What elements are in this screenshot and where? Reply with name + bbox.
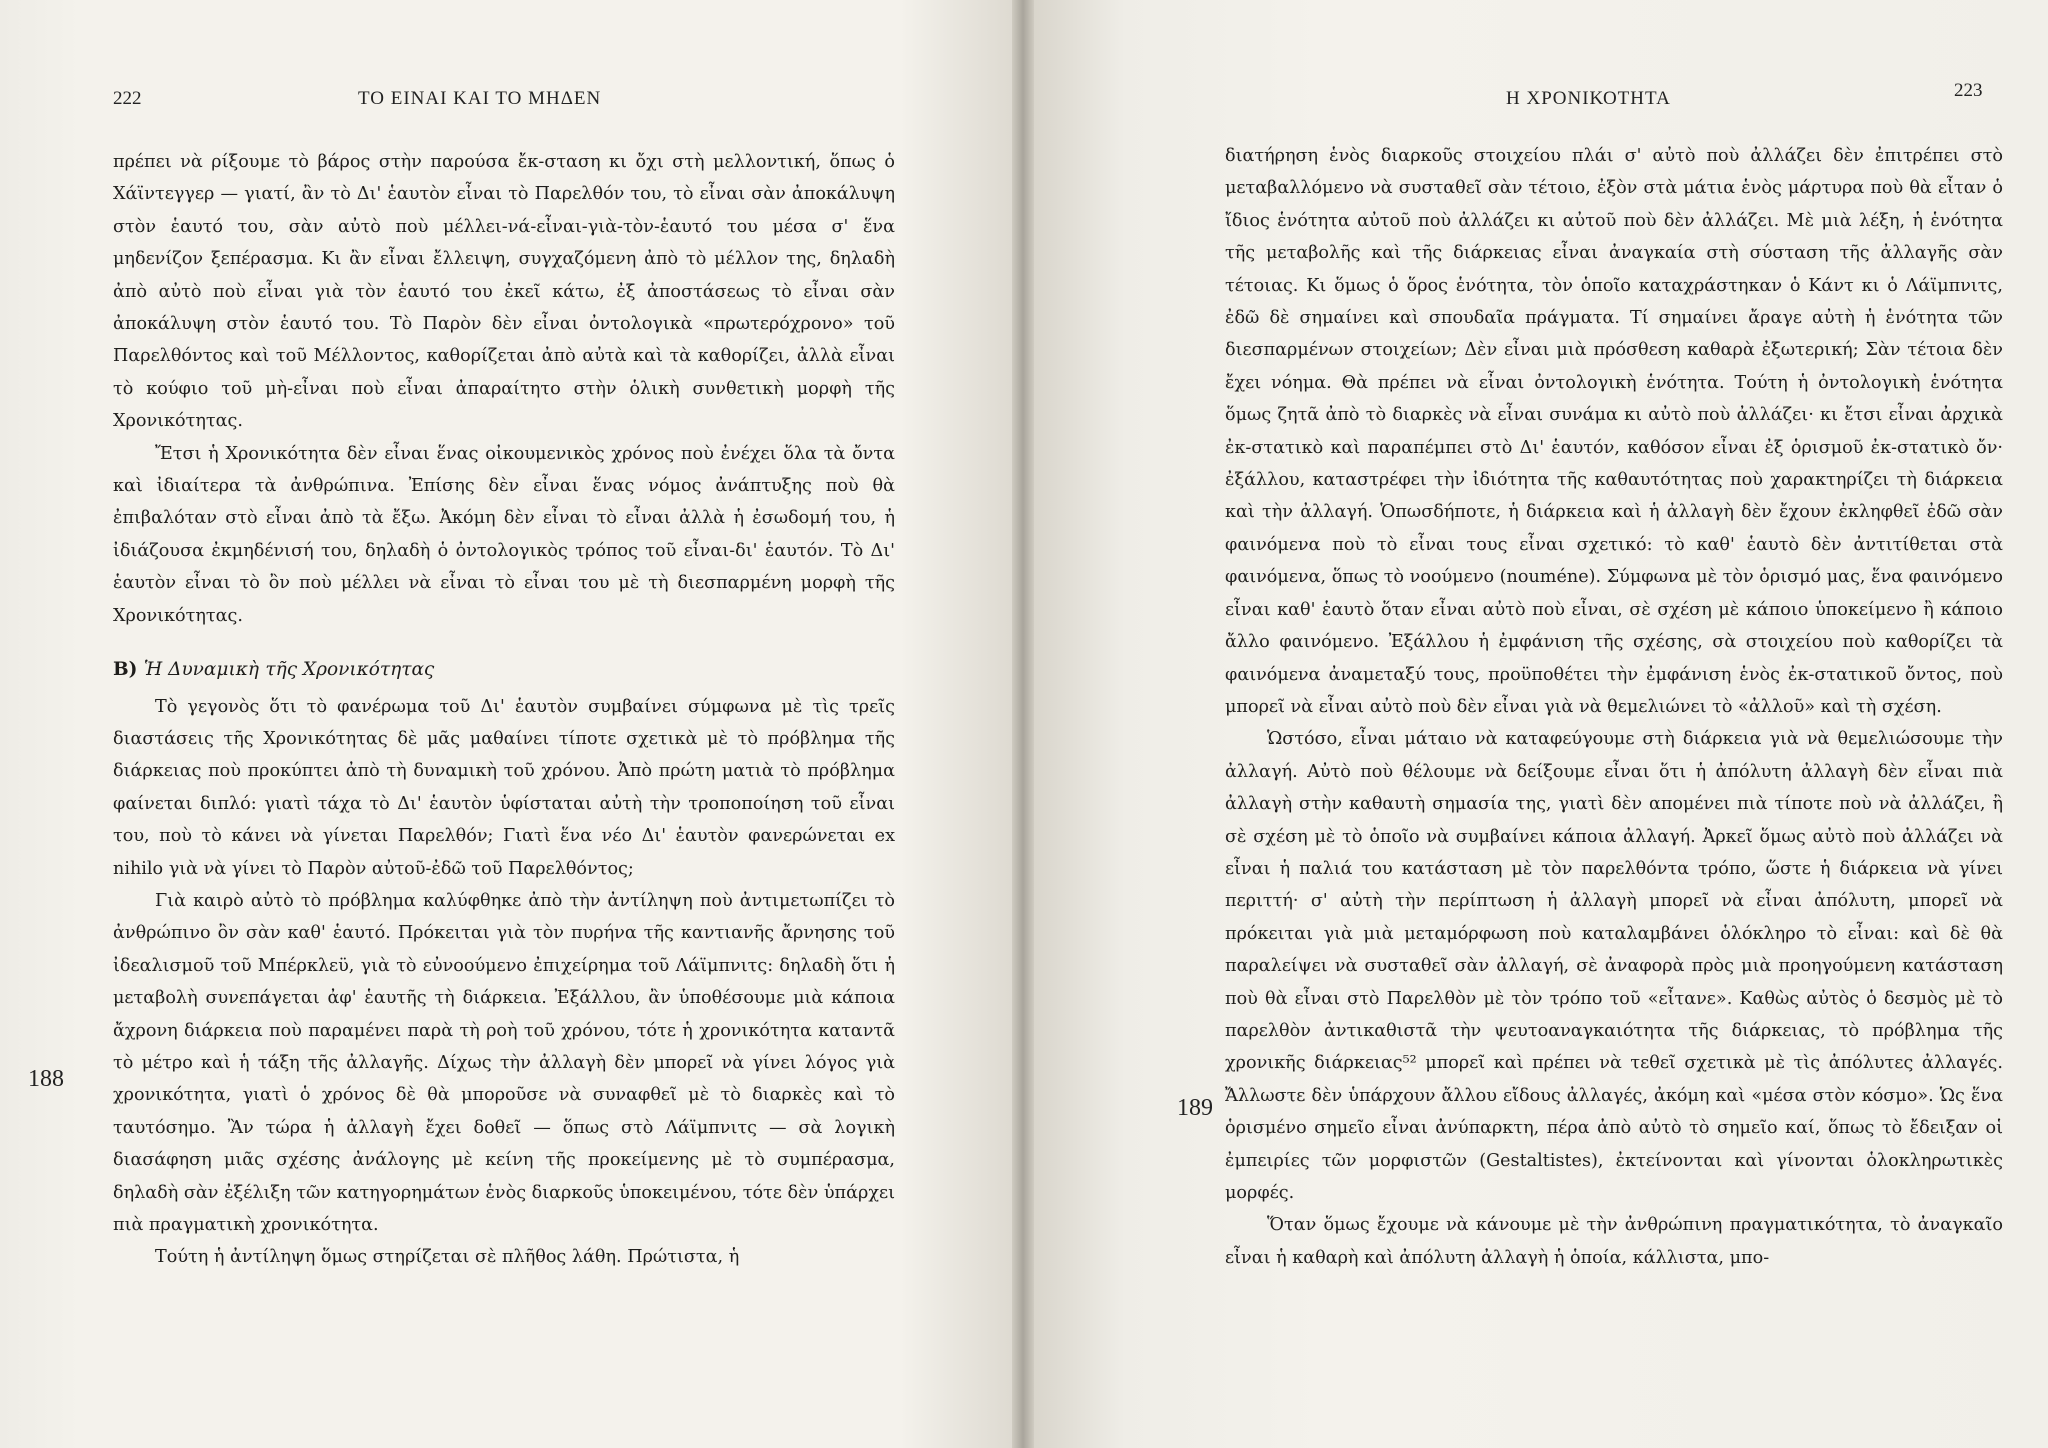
page-number-right: 223 — [1954, 80, 1983, 101]
section-heading-title: Ἡ Δυναμικὴ — [143, 659, 259, 681]
right-page-body — [1225, 140, 2003, 1274]
running-head-left: ΤΟ ΕΙΝΑΙ ΚΑΙ ΤΟ ΜΗΔΕΝ — [358, 88, 602, 109]
left-page-body — [113, 146, 895, 1274]
paragraph: Γιὰ καιρὸ αὐτὸ τὸ πρόβλημα καλύφθηκε ἀπὸ τὴν ἀντίληψη ποὺ ἀντιμετωπίζει τὸ ἀνθρώπινο ὂν σὰν καθ' ἑαυτό. Πρόκειται γιὰ τὸν πυρήνα τῆς καντιανῆς ἄρνησης τοῦ ἰδεαλισμοῦ τοῦ Μπέρκλεϋ, γιὰ τὸ εὐνοούμενο ἐπιχείρημα τοῦ Λάϊμπνιτς: δηλαδὴ ὅτι ἡ μεταβολὴ συνεπάγεται ἀφ' ἑαυτῆς τὴ διάρκεια. Ἐξάλλου, ἂν ὑποθέσουμε μιὰ κάποια ἄχρονη διάρκεια ποὺ παραμένει παρὰ τὴ ροὴ τοῦ χρόνου, τότε ἡ χρονικότητα καταντᾶ τὸ μέτρο καὶ ἡ τάξη τῆς ἀλλαγῆς. Δίχως τὴν ἀλλαγὴ δὲν μπορεῖ νὰ γίνει λόγος γιὰ χρονικότητα, γιατὶ ὁ χρόνος δὲ θὰ μποροῦσε νὰ συναφθεῖ μὲ τὸ διαρκὲς καὶ τὸ ταυτόσημο. Ἂν τώρα ἡ ἀλλαγὴ ἔχει δοθεῖ — ὅπως στὸ Λάϊμπνιτς — σὰ λογικὴ διασάφηση μιᾶς σχέσης ἀνάλογης μὲ κείνη τῆς προκείμενης μὲ τὸ συμπέρασμα, δηλαδὴ σὰν ἐξέλιξη τῶν κατηγορημάτων ἑνὸς διαρκοῦς ὑποκειμένου, τότε δὲν ὑπάρχει πιὰ πραγματικὴ χρονικότητα. — [113, 890, 895, 1235]
paragraph: διατήρηση ἑνὸς διαρκοῦς στοιχείου πλάι σ' αὐτὸ ποὺ ἀλλάζει δὲν ἐπιτρέπει στὸ μεταβαλλόμενο νὰ συσταθεῖ σὰν τέτοιο, ἐξὸν στὰ μάτια ἑνὸς μάρτυρα ποὺ θὰ εἶταν ὁ ἴδιος ἑνότητα αὐτοῦ ποὺ ἀλλάζει κι αὐτοῦ ποὺ δὲν ἀλλάζει. Μὲ μιὰ λέξη, ἡ ἑνότητα τῆς μεταβολῆς καὶ τῆς διάρκειας εἶναι ἀναγκαία στὴ σύσταση τῆς ἀλλαγῆς σὰν τέτοιας. Κι ὅμως ὁ ὅρος ἑνότητα, τὸν ὁποῖο καταχράστηκαν ὁ Κάντ κι ὁ Λάϊμπνιτς, ἐδῶ δὲ σημαίνει καὶ σπουδαῖα πράγματα. Τί σημαίνει ἄραγε αὐτὴ ἡ ἑνότητα τῶν διεσπαρμένων στοιχείων; Δὲν εἶναι μιὰ πρόσθεση καθαρὰ ἐξωτερική; Σὰν τέτοια δὲν ἔχει νόημα. Θὰ πρέπει νὰ εἶναι ὀντολογικὴ ἑνότητα. Τούτη ἡ ὀντολογικὴ ἑνότητα ὅμως ζητᾶ ἀπὸ τὸ διαρκὲς νὰ εἶναι συνάμα κι αὐτὸ ποὺ ἀλλάζει· κι ἔτσι εἶναι ἀρχικὰ ἐκ-στατικὸ καὶ παραπέμπει στὸ Δι' ἑαυτόν, καθόσον εἶναι ἐξ ὁρισμοῦ ἐκ-στατικὸ ὄν· ἐξάλλου, καταστρέφει τὴν ἰδιότητα τῆς καθαυτότητας ποὺ χαρακτηρίζει τὴ διάρκεια καὶ τὴν ἀλλαγή. Ὁπωσδήποτε, ἡ διάρκεια καὶ ἡ ἀλλαγὴ δὲν ἔχουν ἐκληφθεῖ ἐδῶ σὰν φαινόμενα ποὺ τὸ εἶναι τους εἶναι σχετικό: τὸ καθ' ἑαυτὸ δὲν ἀντιτίθεται στὰ φαινόμενα, ὅπως τὸ νοούμενο (nouméne). Σύμφωνα μὲ τὸν ὁρισμό μας, ἕνα φαινόμενο εἶναι καθ' ἑαυτὸ ὅταν εἶναι αὐτὸ ποὺ εἶναι, σὲ σχέση μὲ κάποιο ὑποκείμενο ἢ κάποιο ἄλλο φαινόμενο. Ἐξάλλου ἡ ἐμφάνιση τῆς σχέσης, σὰ στοιχείου ποὺ καθορίζει τὰ φαινόμενα ἀναμεταξύ τους, προϋποθέτει τὴν ἐμφάνιση ἑνὸς ἐκ-στατικοῦ ὄντος, ποὺ μπορεῖ νὰ εἶναι αὐτὸ ποὺ δὲν εἶναι γιὰ νὰ θεμελιώνει τὸ «ἀλλοῦ» καὶ τὴ σχέση. — [1225, 146, 2003, 717]
page-number-left: 222 — [113, 88, 142, 109]
paragraph: Ὅταν ὅμως ἔχουμε νὰ κάνουμε μὲ τὴν ἀνθρώπινη πραγματικότητα, τὸ ἀναγκαῖο εἶναι ἡ καθαρὴ καὶ ἀπόλυτη ἀλλαγὴ ἡ ὁποία, κάλλιστα, μπο- — [1225, 1215, 2003, 1268]
paragraph: πρέπει νὰ ρίξουμε τὸ βάρος στὴν παρούσα ἔκ-σταση κι ὄχι στὴ μελλοντική, ὅπως ὁ Χάϊντεγγερ — γιατί, ἂν τὸ Δι' ἑαυτὸν εἶναι τὸ Παρελθόν του, τὸ εἶναι σὰν ἀποκάλυψη στὸν ἑαυτό του, σὰν αὐτὸ ποὺ μέλλει-νά-εἶναι-γιὰ-τὸν-ἑαυτό του μέσα σ' ἕνα μηδενίζον ξεπέρασμα. Κι ἂν εἶναι ἔλλειψη, συγχαζόμενη ἀπὸ τὸ μέλλον της, δηλαδὴ ἀπὸ αὐτὸ ποὺ εἶναι γιὰ τὸν ἑαυτό του ἐκεῖ κάτω, ἐξ ἀποστάσεως τὸ εἶναι σὰν ἀποκάλυψη στὸν ἑαυτό του. Τὸ Παρὸν δὲν εἶναι ὀντολογικὰ «πρωτερόχρονο» τοῦ Παρελθόντος καὶ τοῦ Μέλλοντος, καθορίζεται ἀπὸ αὐτὰ καὶ τὰ καθορίζει, ἀλλὰ εἶναι τὸ κούφιο τοῦ μὴ-εἶναι ποὺ εἶναι ἀπαραίτητο στὴν ὁλικὴ συνθετικὴ μορφὴ τῆς Χρονικότητας. — [113, 152, 895, 432]
right-page — [1022, 0, 2048, 1448]
paragraph: Τὸ γεγονὸς ὅτι τὸ φανέρωμα τοῦ Δι' ἑαυτὸν συμβαίνει σύμφωνα μὲ τὶς τρεῖς διαστάσεις τῆς Χρονικότητας δὲ μᾶς μαθαίνει τίποτε σχετικὰ μὲ τὸ πρόβλημα τῆς διάρκειας ποὺ προκύπτει ἀπὸ τὴ δυναμικὴ τοῦ χρόνου. Ἀπὸ πρώτη ματιὰ τὸ πρόβλημα φαίνεται διπλό: γιατὶ τάχα τὸ Δι' ἑαυτὸν ὑφίσταται αὐτὴ τὴν τροποποίηση τοῦ εἶναι του, ποὺ τὸ κάνει νὰ γίνεται Παρελθόν; Γιατὶ ἕνα νέο Δι' ἑαυτὸν φανερώνεται ex nihilo γιὰ νὰ γίνει τὸ Παρὸν αὐτοῦ-ἐδῶ τοῦ Παρελθόντος; — [113, 696, 895, 879]
section-heading-suffix: τῆς Χρονικότητας — [265, 659, 435, 681]
paragraph: Τούτη ἡ ἀντίληψη ὅμως στηρίζεται σὲ πλῆθος λάθη. Πρώτιστα, ἡ — [155, 1247, 740, 1268]
section-heading — [113, 654, 895, 686]
margin-number-right: 189 — [1177, 1095, 1213, 1121]
paragraph: Ὡστόσο, εἶναι μάταιο νὰ καταφεύγουμε στὴ διάρκεια γιὰ νὰ θεμελιώσουμε τὴν ἀλλαγή. Αὐτὸ ποὺ θέλουμε νὰ δείξουμε εἶναι ὅτι ἡ ἀπόλυτη ἀλλαγὴ δὲν εἶναι πιὰ ἀλλαγὴ στὴν καθαυτὴ σημασία της, γιατὶ δὲν απομένει πιὰ τίποτε ποὺ νὰ ἀλλάζει, ἢ σὲ σχέση μὲ τὸ ὁποῖο νὰ συμβαίνει κάποια ἀλλαγή. Ἀρκεῖ ὅμως αὐτὸ ποὺ ἀλλάζει νὰ εἶναι ἡ παλιά του κατάσταση μὲ τὸν παρελθόντα τρόπο, ὥστε ἡ διάρκεια νὰ γίνει περιττή· σ' αὐτὴ τὴν περίπτωση ἡ ἀλλαγὴ μπορεῖ νὰ εἶναι ἀπόλυτη, μπορεῖ νὰ πρόκειται γιὰ μιὰ μεταμόρφωση ποὺ καταλαμβάνει ὁλόκληρο τὸ εἶναι: καὶ δὲ θὰ παραλείψει νὰ συσταθεῖ σὰν ἀλλαγή, σὲ ἀναφορὰ πρὸς μιὰ προηγούμενη κατάσταση ποὺ θὰ εἶναι στὸ Παρελθὸν μὲ τὸν τρόπο τοῦ «εἶτανε». Καθὼς αὐτὸς ὁ δεσμὸς μὲ τὸ παρελθὸν ἀντικαθιστᾶ τὴν ψευτοαναγκαιότητα τῆς διάρκειας, τὸ πρόβλημα τῆς χρονικῆς διάρκειας⁵² μπορεῖ καὶ πρέπει νὰ τεθεῖ σχετικὰ μὲ τὶς ἀπόλυτες ἀλλαγές. Ἄλλωστε δὲν ὑπάρχουν ἄλλου εἴδους ἀλλαγές, ἀκόμη καὶ «μέσα στὸν κόσμο». Ὡς ἕνα ὁρισμένο σημεῖο εἶναι ἀνύπαρκτη, πέρα ἀπὸ αὐτὸ τὸ σημεῖο καί, ὅπως τὸ ἔδειξαν οἱ ἐμπειρίες τῶν μορφιστῶν (Gestaltistes), ἐκτείνονται καὶ γίνονται ὁλοκληρωτικὲς μορφές. — [1225, 729, 2003, 1203]
running-head-right: Η ΧΡΟΝΙΚΟΤΗΤΑ — [1506, 88, 1671, 109]
margin-number-left: 188 — [28, 1066, 64, 1092]
section-heading-prefix: Β) — [113, 659, 138, 681]
paragraph: Ἔτσι ἡ Χρονικότητα δὲν εἶναι ἕνας οἰκουμενικὸς χρόνος ποὺ ἐνέχει ὅλα τὰ ὄντα καὶ ἰδιαίτερα τὰ ἀνθρώπινα. Ἐπίσης δὲν εἶναι ἕνας νόμος ἀνάπτυξης ποὺ θὰ ἐπιβαλόταν στὸ εἶναι ἀπὸ τὰ ἔξω. Ἀκόμη δὲν εἶναι τὸ εἶναι ἀλλὰ ἡ ἐσωδομή του, ἡ ἰδιάζουσα ἐκμηδένισή του, δηλαδὴ ὁ ὀντολογικὸς τρόπος τοῦ εἶναι-δι' ἑαυτόν. Τὸ Δι' ἑαυτὸν εἶναι τὸ ὂν ποὺ μέλλει νὰ εἶναι τὸ εἶναι του μὲ τὴ διεσπαρμένη μορφὴ τῆς Χρονικότητας. — [113, 443, 895, 626]
left-page — [0, 0, 1022, 1448]
book-gutter — [1012, 0, 1034, 1448]
